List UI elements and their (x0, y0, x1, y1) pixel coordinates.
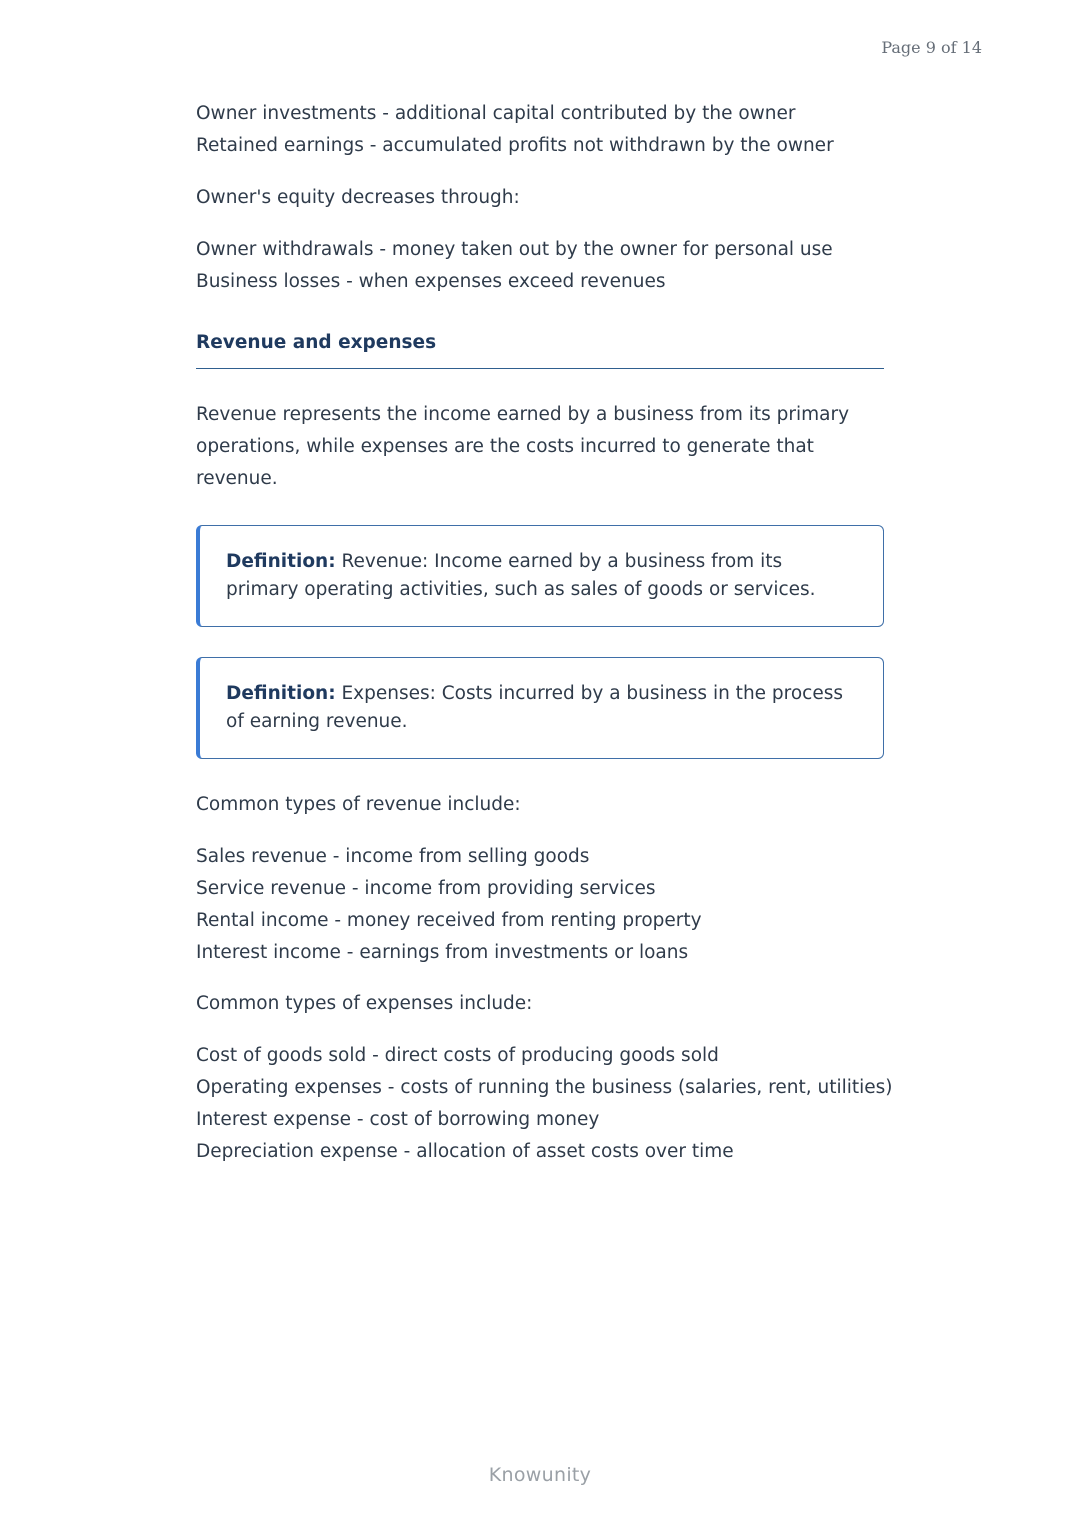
list-item: Retained earnings - accumulated profits not withdrawn by the owner (196, 135, 834, 156)
definition-box-revenue (196, 525, 884, 627)
section-intro: Revenue represents the income earned by a business from its primary operations, while expenses are the costs incurred to generate that revenue. (196, 404, 850, 489)
list-item: Depreciation expense - allocation of asset costs over time (196, 1141, 734, 1162)
list-item: Business losses - when expenses exceed revenues (196, 271, 666, 292)
list-item: Owner investments - additional capital contributed by the owner (196, 103, 796, 124)
list-item: Service revenue - income from providing services (196, 878, 656, 899)
brand-watermark: Knowunity (488, 1464, 592, 1486)
equity-decrease-list (196, 234, 884, 298)
definition-label: Definition: (226, 683, 336, 704)
revenue-types-list (196, 841, 884, 969)
page-number: Page 9 of 14 (881, 38, 982, 57)
definition-box-expenses (196, 657, 884, 759)
list-item: Interest income - earnings from investments or loans (196, 942, 689, 963)
equity-increase-list (196, 98, 884, 162)
list-item: Cost of goods sold - direct costs of producing goods sold (196, 1045, 719, 1066)
document-body (196, 98, 893, 1168)
list-item: Rental income - money received from renting property (196, 910, 702, 931)
definition-label: Definition: (226, 551, 336, 572)
list-item: Sales revenue - income from selling goods (196, 846, 590, 867)
definition-text: Revenue: Income earned by a business from its primary operating activities, such as sales of goods or services. (226, 551, 816, 600)
definition-text: Expenses: Costs incurred by a business in the process of earning revenue. (226, 683, 844, 732)
revenue-types-intro: Common types of revenue include: (196, 794, 521, 815)
expense-types-list (196, 1040, 893, 1168)
list-item: Interest expense - cost of borrowing money (196, 1109, 600, 1130)
list-item: Operating expenses - costs of running the business (salaries, rent, utilities) (196, 1077, 893, 1098)
equity-decrease-intro: Owner's equity decreases through: (196, 187, 520, 208)
expense-types-intro: Common types of expenses include: (196, 993, 533, 1014)
section-heading: Revenue and expenses (196, 328, 884, 369)
list-item: Owner withdrawals - money taken out by the owner for personal use (196, 239, 833, 260)
